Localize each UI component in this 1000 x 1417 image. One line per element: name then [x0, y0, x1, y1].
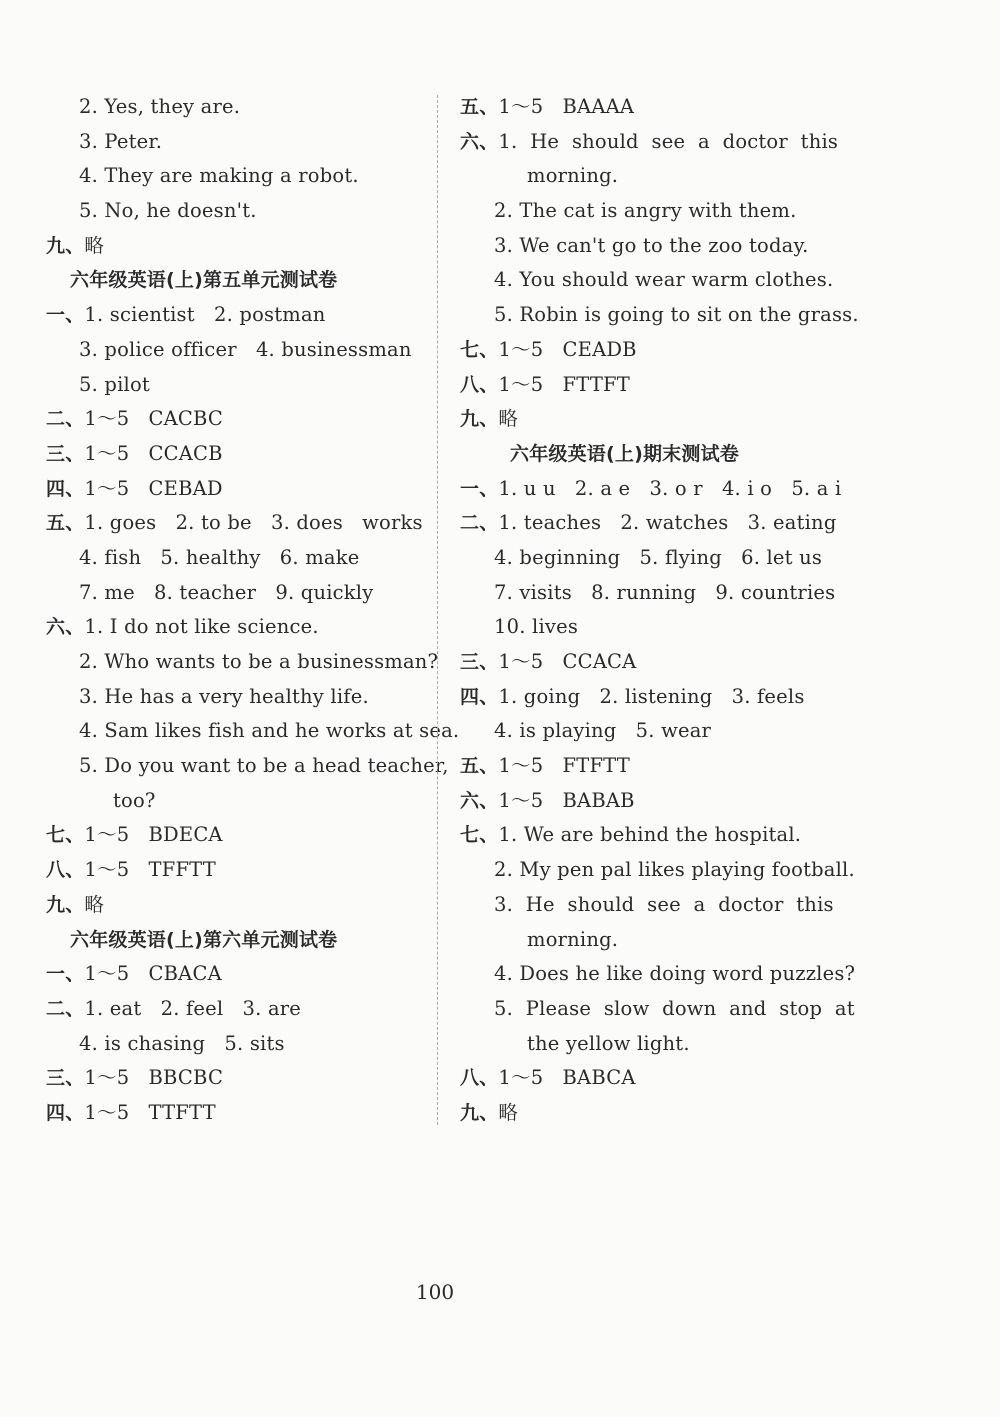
answer-line — [460, 957, 856, 992]
answer-line — [46, 957, 426, 992]
answer-line — [460, 194, 840, 229]
left-column — [46, 90, 460, 1131]
answer-line — [460, 992, 855, 1027]
answer-text: 1. going 2. listening 3. feels — [498, 684, 805, 708]
answer-line — [46, 229, 426, 264]
answer-line — [46, 645, 439, 680]
answer-text: 1. I do not like science. — [84, 615, 319, 639]
answer-line — [46, 784, 426, 819]
answer-line — [46, 1096, 426, 1131]
answer-text: 1～5 BBCBC — [84, 1066, 224, 1090]
answer-text: 5. pilot — [79, 372, 150, 396]
question-number: 五、 — [460, 96, 499, 118]
answer-text: 1. He should see a doctor this — [498, 129, 839, 153]
answer-text: 5. Robin is going to sit on the grass. — [494, 303, 859, 327]
answer-text: 4. fish 5. healthy 6. make — [79, 545, 360, 569]
answer-line — [460, 610, 840, 645]
question-number: 六、 — [460, 130, 499, 153]
page-number: 100 — [415, 1280, 455, 1304]
question-number: 八、 — [460, 373, 499, 396]
answer-text: 2. The cat is angry with them. — [494, 199, 797, 223]
question-number: 四、 — [46, 1101, 85, 1124]
answer-line — [46, 472, 426, 507]
answer-line — [460, 298, 859, 333]
answer-text: 2. My pen pal likes playing football. — [494, 858, 855, 882]
answer-text: 4. is playing 5. wear — [494, 719, 712, 743]
question-number: 八、 — [460, 1067, 499, 1090]
answer-text: 5. Do you want to be a head teacher, — [79, 754, 449, 778]
answer-line — [46, 90, 426, 125]
answer-text: 4. They are making a robot. — [79, 164, 359, 188]
answer-line — [46, 194, 426, 229]
answer-text: 4. Sam likes fish and he works at sea. — [79, 719, 460, 743]
answer-text: 1～5 BABCA — [498, 1066, 636, 1090]
answer-line — [460, 333, 840, 368]
answer-line — [46, 610, 426, 645]
question-number: 九、 — [46, 893, 85, 916]
answer-text: 7. me 8. teacher 9. quickly — [79, 580, 374, 604]
question-number: 一、 — [460, 477, 499, 500]
answer-line — [46, 506, 426, 541]
question-number: 二、 — [46, 997, 85, 1020]
answer-line — [460, 1096, 840, 1131]
section-title-text: 六年级英语(上)第五单元测试卷 — [70, 269, 338, 292]
answer-text: 3. He should see a doctor this — [494, 892, 834, 916]
answer-text: 1～5 TFFTT — [84, 858, 216, 882]
answer-line — [46, 125, 426, 160]
answer-text: 1～5 BDECA — [84, 823, 223, 847]
question-number: 五、 — [46, 512, 85, 535]
answer-line — [46, 888, 426, 923]
answer-line — [460, 506, 840, 541]
question-number: 三、 — [46, 442, 85, 465]
answer-text: too? — [113, 788, 156, 812]
answer-text: 1～5 CBACA — [84, 962, 222, 986]
answer-text: the yellow light. — [527, 1031, 690, 1055]
answer-text: 1. u u 2. a e 3. o r 4. i o 5. a i — [498, 476, 842, 500]
answer-text: morning. — [527, 164, 619, 188]
answer-line — [46, 1061, 426, 1096]
section-title-text: 六年级英语(上)第六单元测试卷 — [70, 928, 338, 951]
answer-line — [46, 749, 449, 784]
answer-line — [46, 159, 426, 194]
question-number: 二、 — [46, 408, 85, 431]
answer-text: 2. Who wants to be a businessman? — [79, 650, 439, 673]
answer-text: 5. No, he doesn't. — [79, 199, 257, 223]
answer-line — [46, 818, 426, 853]
question-number: 四、 — [46, 477, 85, 500]
answer-text: 1. We are behind the hospital. — [498, 823, 802, 847]
question-number: 六、 — [460, 789, 499, 812]
answer-text: 1～5 CCACB — [84, 441, 223, 465]
answer-text: 3. We can't go to the zoo today. — [494, 233, 809, 257]
answer-line — [460, 472, 840, 507]
question-number: 九、 — [460, 1101, 499, 1124]
answer-line — [46, 402, 426, 437]
answer-text: 1. teaches 2. watches 3. eating — [498, 511, 837, 535]
answer-line — [460, 576, 840, 611]
answer-text: 3. police officer 4. businessman — [79, 337, 412, 361]
answer-line — [460, 818, 840, 853]
answer-text: 3. He has a very healthy life. — [79, 684, 369, 708]
question-number: 三、 — [460, 651, 499, 673]
answer-text: 1～5 TTFTT — [84, 1100, 216, 1124]
answer-line — [460, 645, 840, 680]
answer-line — [46, 333, 426, 368]
question-number: 七、 — [46, 824, 85, 847]
answer-text: 1～5 FTFTT — [498, 754, 630, 778]
answer-text: 略 — [84, 233, 105, 257]
answer-text: 4. Does he like doing word puzzles? — [494, 962, 856, 986]
answer-text: 1～5 FTTFT — [498, 372, 630, 396]
answer-text: 2. Yes, they are. — [79, 95, 241, 118]
answer-text: morning. — [527, 927, 619, 951]
answer-line — [460, 541, 840, 576]
answer-text: 1～5 CCACA — [498, 650, 637, 673]
question-number: 四、 — [460, 685, 499, 708]
column-divider — [437, 95, 438, 1125]
answer-text: 略 — [498, 407, 519, 431]
answer-line — [460, 853, 855, 888]
answer-text: 4. You should wear warm clothes. — [494, 268, 834, 292]
answer-line — [460, 714, 840, 749]
question-number: 五、 — [460, 755, 499, 778]
answer-line — [460, 263, 840, 298]
answer-text: 1～5 CACBC — [84, 407, 224, 431]
question-number: 九、 — [46, 234, 85, 257]
answer-line — [46, 437, 426, 472]
answer-text: 10. lives — [494, 615, 579, 639]
answer-text: 1～5 CEBAD — [84, 476, 223, 500]
answer-line — [46, 576, 426, 611]
section-title — [460, 437, 840, 472]
answer-text: 7. visits 8. running 9. countries — [494, 580, 836, 604]
answer-text: 1～5 BAAAA — [498, 95, 635, 118]
answer-text: 1～5 BABAB — [498, 788, 635, 812]
answer-line — [46, 541, 426, 576]
answer-line — [46, 368, 426, 403]
question-number: 三、 — [46, 1067, 85, 1090]
answer-text: 1～5 CEADB — [498, 337, 637, 361]
section-title — [46, 923, 426, 958]
section-title — [46, 263, 426, 298]
question-number: 六、 — [46, 616, 85, 639]
answer-text: 5. Please slow down and stop at — [494, 996, 855, 1020]
answer-text: 1. scientist 2. postman — [84, 303, 326, 327]
question-number: 八、 — [46, 859, 85, 882]
answer-text: 4. is chasing 5. sits — [79, 1031, 285, 1055]
answer-line — [46, 680, 426, 715]
answer-line — [460, 125, 840, 160]
question-number: 七、 — [460, 338, 499, 361]
answer-text: 1. eat 2. feel 3. are — [84, 996, 302, 1020]
answer-line — [460, 159, 840, 194]
answer-line — [460, 1027, 840, 1062]
answer-line — [460, 749, 840, 784]
answer-line — [460, 90, 840, 125]
question-number: 九、 — [460, 408, 499, 431]
answer-line — [460, 402, 840, 437]
answer-line — [460, 784, 840, 819]
answer-text: 略 — [84, 892, 105, 916]
answer-line — [46, 1027, 426, 1062]
answer-text: 略 — [498, 1100, 519, 1124]
question-number: 二、 — [460, 512, 499, 535]
answer-line — [46, 853, 426, 888]
answer-line — [460, 888, 840, 923]
answer-line — [460, 1061, 840, 1096]
answer-line — [460, 368, 840, 403]
answer-line — [460, 680, 840, 715]
right-column — [460, 90, 859, 1131]
answer-line — [460, 229, 840, 264]
answer-line — [46, 714, 460, 749]
answer-text: 3. Peter. — [79, 129, 163, 153]
section-title-text: 六年级英语(上)期末测试卷 — [510, 442, 739, 465]
answer-text: 4. beginning 5. flying 6. let us — [494, 545, 823, 569]
answer-line — [46, 298, 426, 333]
question-number: 一、 — [46, 963, 85, 986]
answer-text: 1. goes 2. to be 3. does works — [84, 511, 423, 535]
question-number: 七、 — [460, 824, 499, 847]
question-number: 一、 — [46, 304, 85, 327]
answer-line — [460, 923, 840, 958]
answer-line — [46, 992, 426, 1027]
